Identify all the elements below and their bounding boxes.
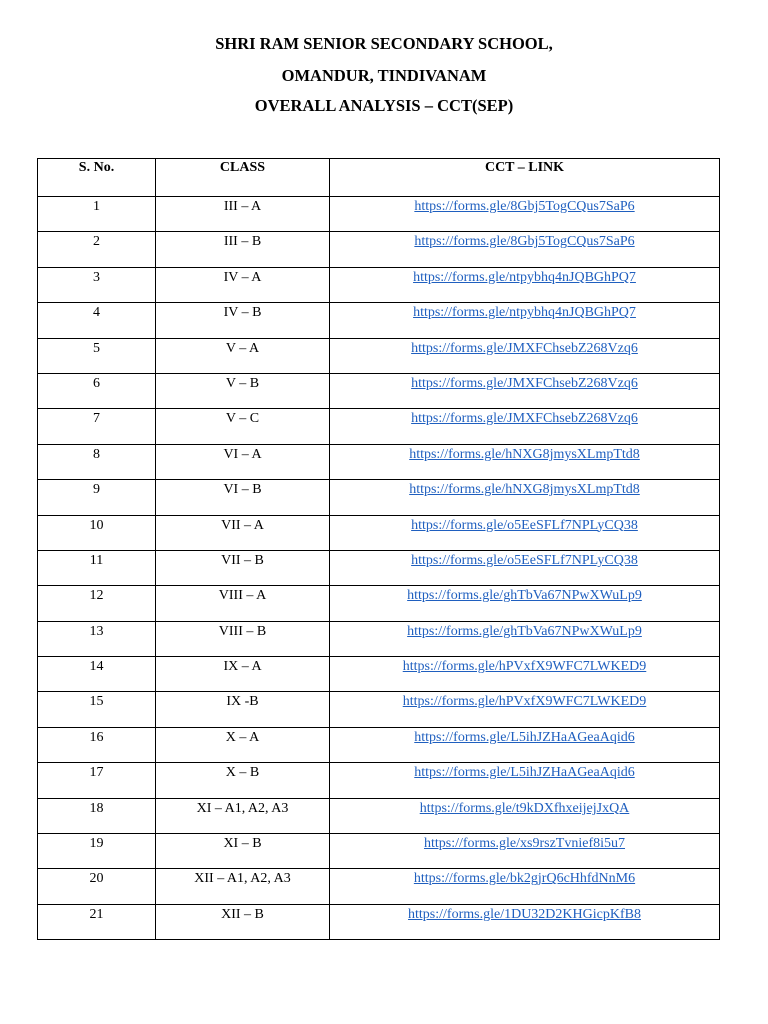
cct-form-link[interactable]: https://forms.gle/L5ihJZHaAGeaAqid6 (414, 729, 635, 745)
cell-class: X – B (156, 763, 330, 798)
cell-link (330, 586, 720, 621)
cell-sno: 3 (38, 267, 156, 302)
cct-form-link[interactable]: https://forms.gle/hNXG8jmysXLmpTtd8 (409, 446, 640, 462)
cell-class: IV – B (156, 303, 330, 338)
table-row (38, 798, 720, 833)
table-row (38, 692, 720, 727)
cell-sno: 10 (38, 515, 156, 550)
cell-link (330, 727, 720, 762)
cell-link (330, 480, 720, 515)
cell-link (330, 267, 720, 302)
table-row (38, 197, 720, 232)
cell-link (330, 373, 720, 408)
cell-sno: 20 (38, 869, 156, 904)
cct-form-link[interactable]: https://forms.gle/JMXFChsebZ268Vzq6 (411, 340, 638, 356)
cell-link (330, 657, 720, 692)
cell-sno: 5 (38, 338, 156, 373)
cell-link (330, 197, 720, 232)
cell-link (330, 303, 720, 338)
school-location: OMANDUR, TINDIVANAM (281, 66, 487, 85)
cell-link (330, 834, 720, 869)
table-body (38, 197, 720, 940)
cell-class: V – C (156, 409, 330, 444)
cct-form-link[interactable]: https://forms.gle/hNXG8jmysXLmpTtd8 (409, 482, 640, 498)
table-row (38, 657, 720, 692)
cell-class: IX -B (156, 692, 330, 727)
cell-link (330, 869, 720, 904)
cell-link (330, 550, 720, 585)
cell-class: VI – A (156, 444, 330, 479)
column-header-sno: S. No. (38, 159, 156, 197)
cell-class: XI – B (156, 834, 330, 869)
cell-sno: 7 (38, 409, 156, 444)
cct-form-link[interactable]: https://forms.gle/JMXFChsebZ268Vzq6 (411, 375, 638, 391)
table-row (38, 550, 720, 585)
cct-form-link[interactable]: https://forms.gle/8Gbj5TogCQus7SaP6 (414, 234, 635, 250)
cell-sno: 15 (38, 692, 156, 727)
table-row (38, 303, 720, 338)
table-row (38, 904, 720, 939)
cell-link (330, 338, 720, 373)
cell-sno: 13 (38, 621, 156, 656)
cell-sno: 17 (38, 763, 156, 798)
document-title: OVERALL ANALYSIS – CCT(SEP) (254, 96, 514, 115)
table-row (38, 480, 720, 515)
cell-class: XI – A1, A2, A3 (156, 798, 330, 833)
cell-class: X – A (156, 727, 330, 762)
table-row (38, 763, 720, 798)
cell-class: VIII – B (156, 621, 330, 656)
table-row (38, 267, 720, 302)
cell-sno: 16 (38, 727, 156, 762)
table-row (38, 515, 720, 550)
column-header-class: CLASS (156, 159, 330, 197)
table-row (38, 444, 720, 479)
cell-class: XII – B (156, 904, 330, 939)
cell-link (330, 904, 720, 939)
table-row (38, 373, 720, 408)
cell-sno: 6 (38, 373, 156, 408)
cell-class: III – B (156, 232, 330, 267)
cell-class: V – B (156, 373, 330, 408)
cct-form-link[interactable]: https://forms.gle/o5EeSFLf7NPLyCQ38 (411, 517, 638, 533)
cell-sno: 14 (38, 657, 156, 692)
cell-class: IX – A (156, 657, 330, 692)
cct-form-link[interactable]: https://forms.gle/ghTbVa67NPwXWuLp9 (407, 588, 642, 604)
school-name: SHRI RAM SENIOR SECONDARY SCHOOL, (215, 34, 553, 53)
cell-sno: 18 (38, 798, 156, 833)
cct-form-link[interactable]: https://forms.gle/JMXFChsebZ268Vzq6 (411, 411, 638, 427)
table-row (38, 834, 720, 869)
cell-class: XII – A1, A2, A3 (156, 869, 330, 904)
cell-link (330, 692, 720, 727)
cct-form-link[interactable]: https://forms.gle/ntpybhq4nJQBGhPQ7 (413, 305, 636, 321)
cell-sno: 12 (38, 586, 156, 621)
cell-sno: 8 (38, 444, 156, 479)
cell-sno: 9 (38, 480, 156, 515)
table-row (38, 869, 720, 904)
cell-class: VII – B (156, 550, 330, 585)
cct-form-link[interactable]: https://forms.gle/ntpybhq4nJQBGhPQ7 (413, 269, 636, 285)
cell-link (330, 763, 720, 798)
cct-form-link[interactable]: https://forms.gle/bk2gjrQ6cHhfdNnM6 (413, 871, 636, 887)
cct-form-link[interactable]: https://forms.gle/hPVxfX9WFC7LWKED9 (402, 659, 647, 675)
cell-link (330, 515, 720, 550)
cell-sno: 4 (38, 303, 156, 338)
cct-form-link[interactable]: https://forms.gle/L5ihJZHaAGeaAqid6 (414, 765, 635, 781)
cell-class: III – A (156, 197, 330, 232)
cell-sno: 11 (38, 550, 156, 585)
cell-sno: 21 (38, 904, 156, 939)
cell-class: VIII – A (156, 586, 330, 621)
cell-link (330, 798, 720, 833)
cell-class: VI – B (156, 480, 330, 515)
table-row (38, 409, 720, 444)
cell-link (330, 232, 720, 267)
cell-link (330, 621, 720, 656)
table-row (38, 586, 720, 621)
cct-form-link[interactable]: https://forms.gle/8Gbj5TogCQus7SaP6 (414, 199, 635, 214)
cell-link (330, 444, 720, 479)
cell-class: IV – A (156, 267, 330, 302)
cell-class: V – A (156, 338, 330, 373)
cct-form-link[interactable]: https://forms.gle/xs9rszTvnief8i5u7 (423, 836, 626, 852)
cct-form-link[interactable]: https://forms.gle/t9kDXfhxeijejJxQA (419, 800, 630, 816)
cell-sno: 1 (38, 197, 156, 232)
cct-form-link[interactable]: https://forms.gle/hPVxfX9WFC7LWKED9 (402, 694, 647, 710)
table-header-row (38, 159, 720, 197)
cct-links-table (37, 158, 720, 940)
cell-sno: 2 (38, 232, 156, 267)
cell-class: VII – A (156, 515, 330, 550)
table-row (38, 338, 720, 373)
cct-form-link[interactable]: https://forms.gle/ghTbVa67NPwXWuLp9 (407, 623, 642, 639)
cct-form-link[interactable]: https://forms.gle/o5EeSFLf7NPLyCQ38 (411, 552, 638, 568)
column-header-link: CCT – LINK (330, 159, 720, 197)
table-row (38, 232, 720, 267)
table-row (38, 621, 720, 656)
cell-link (330, 409, 720, 444)
cell-sno: 19 (38, 834, 156, 869)
table-row (38, 727, 720, 762)
cct-form-link[interactable]: https://forms.gle/1DU32D2KHGicpKfB8 (408, 906, 641, 922)
